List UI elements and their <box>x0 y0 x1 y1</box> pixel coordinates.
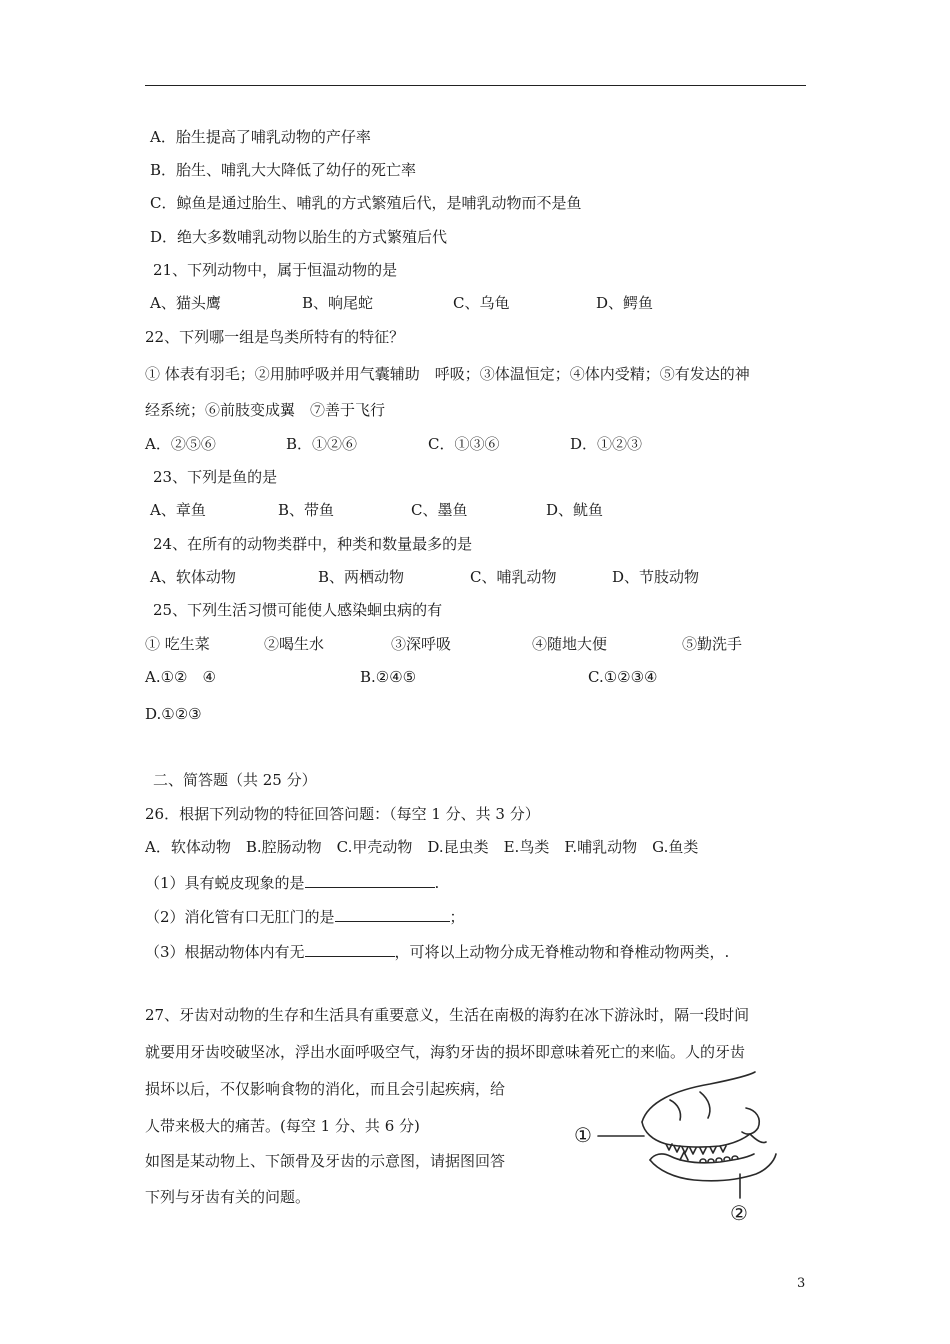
q25-item-2: ②喝生水 <box>264 635 325 653</box>
q22-statement-line1: ① 体表有羽毛；②用肺呼吸并用气囊辅助 呼吸；③体温恒定；④体内受精；⑤有发达的神 <box>145 365 750 383</box>
page-number: 3 <box>797 1276 806 1291</box>
q26-stem: 26．根据下列动物的特征回答问题：（每空 1 分、共 3 分） <box>145 805 540 823</box>
q21-option-c: C、乌龟 <box>453 294 510 312</box>
q24-option-d: D、节肢动物 <box>612 568 700 586</box>
q26-sub-1-end: . <box>434 874 440 892</box>
q21-option-d: D、鳄鱼 <box>596 294 654 312</box>
q23-option-c: C、墨鱼 <box>411 501 468 519</box>
q21-option-b: B、响尾蛇 <box>302 294 374 312</box>
q26-options: A．软体动物 B.腔肠动物 C.甲壳动物 D.昆虫类 E.鸟类 F.哺乳动物 G.鱼类 <box>145 838 699 856</box>
q26-sub-2 <box>145 905 465 927</box>
q26-sub-3-text: （3）根据动物体内有无 <box>145 943 305 961</box>
q25-item-3: ③深呼吸 <box>391 635 452 653</box>
upper-jaw-outline <box>642 1072 755 1122</box>
q25-option-d: D.①②③ <box>145 705 202 723</box>
jaw-teeth-diagram <box>570 1070 790 1230</box>
q25-item-1: ① 吃生菜 <box>145 635 210 653</box>
q22-option-d: D．①②③ <box>570 435 643 453</box>
q24-option-c: C、哺乳动物 <box>470 568 557 586</box>
q24-option-b: B、两栖动物 <box>318 568 405 586</box>
q27-paragraph-line4: 人带来极大的痛苦。(每空 1 分、共 6 分) <box>145 1117 420 1135</box>
q23-option-a: A、章鱼 <box>150 501 206 519</box>
q20-option-b: B．胎生、哺乳大大降低了幼仔的死亡率 <box>150 161 417 179</box>
q22-option-a: A．②⑤⑥ <box>145 435 216 453</box>
q27-paragraph-line6: 下列与牙齿有关的问题。 <box>145 1188 311 1206</box>
q25-item-4: ④随地大便 <box>532 635 608 653</box>
q23-stem: 23、下列是鱼的是 <box>153 468 278 486</box>
q27-paragraph-line2: 就要用牙齿咬破坚冰，浮出水面呼吸空气，海豹牙齿的损坏即意味着死亡的来临。人的牙齿 <box>145 1043 746 1061</box>
lower-teeth <box>700 1156 738 1162</box>
q24-option-a: A、软体动物 <box>150 568 236 586</box>
q26-sub-2-end: ； <box>449 908 465 926</box>
q20-option-c: C．鲸鱼是通过胎生、哺乳的方式繁殖后代，是哺乳动物而不是鱼 <box>150 194 582 212</box>
q27-paragraph-line5: 如图是某动物上、下颌骨及牙齿的示意图，请据图回答 <box>145 1152 506 1170</box>
q26-answer-blank-3[interactable] <box>305 940 395 957</box>
q26-sub-1 <box>145 871 439 893</box>
q27-paragraph-line3: 损坏以后，不仅影响食物的消化，而且会引起疾病，给 <box>145 1080 506 1098</box>
q25-option-c: C.①②③④ <box>588 668 658 686</box>
q22-statement-line2: 经系统；⑥前肢变成翼 ⑦善于飞行 <box>145 401 386 419</box>
q25-option-b: B.②④⑤ <box>360 668 417 686</box>
q27-paragraph-line1: 27、牙齿对动物的生存和生活具有重要意义，生活在南极的海豹在冰下游泳时，隔一段时间 <box>145 1006 750 1024</box>
q23-option-d: D、鱿鱼 <box>546 501 604 519</box>
q25-option-a: A.①② ④ <box>145 668 216 686</box>
label-2: ② <box>730 1201 748 1225</box>
q20-option-a: A．胎生提高了哺乳动物的产仔率 <box>150 128 371 146</box>
q20-option-d: D．绝大多数哺乳动物以胎生的方式繁殖后代 <box>150 228 448 246</box>
q24-stem: 24、在所有的动物类群中，种类和数量最多的是 <box>153 535 473 553</box>
q26-sub-3-end: ，可将以上动物分成无脊椎动物和脊椎动物两类，. <box>394 943 730 961</box>
section-2-heading: 二、简答题（共 25 分） <box>153 771 317 789</box>
q25-stem: 25、下列生活习惯可能使人感染蛔虫病的有 <box>153 601 443 619</box>
q26-answer-blank-2[interactable] <box>335 905 450 922</box>
q22-stem: 22、下列哪一组是鸟类所特有的特征？ <box>145 328 405 346</box>
q22-option-b: B．①②⑥ <box>286 435 358 453</box>
q21-option-a: A、猫头鹰 <box>150 294 221 312</box>
q25-item-5: ⑤勤洗手 <box>682 635 743 653</box>
q21-stem: 21、下列动物中，属于恒温动物的是 <box>153 261 398 279</box>
q26-sub-2-text: （2）消化管有口无肛门的是 <box>145 908 335 926</box>
lower-jaw-outline <box>650 1154 776 1181</box>
q26-sub-1-text: （1）具有蜕皮现象的是 <box>145 874 305 892</box>
label-1: ① <box>574 1123 592 1147</box>
q23-option-b: B、带鱼 <box>278 501 335 519</box>
q22-option-c: C．①③⑥ <box>428 435 500 453</box>
q26-sub-3 <box>145 940 729 962</box>
header-rule <box>145 85 806 86</box>
q26-answer-blank-1[interactable] <box>305 871 435 888</box>
